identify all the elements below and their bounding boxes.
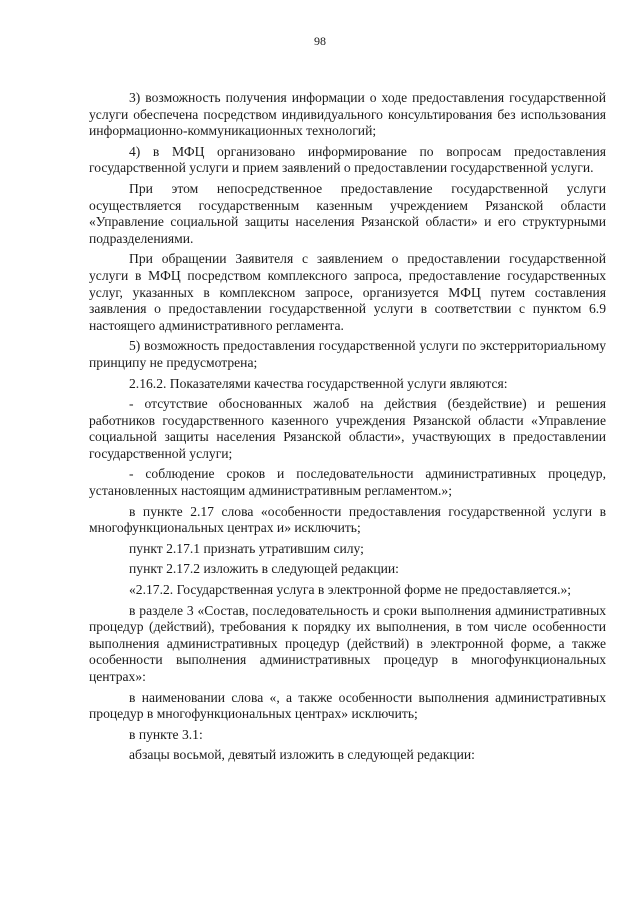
paragraph-text: в пункте 2.17 слова «особенности предоставления государственной услуги в многофункциональных центрах и» исключить; <box>89 503 606 536</box>
paragraph <box>89 396 606 462</box>
paragraph <box>89 376 606 393</box>
paragraph <box>89 181 606 247</box>
document-body <box>89 90 606 768</box>
paragraph-text: 3) возможность получения информации о ходе предоставления государственной услуги обеспечена посредством индивидуального консультирования без использования информационно-коммуникационных технологий; <box>89 90 606 139</box>
paragraph <box>89 466 606 499</box>
paragraph-text: в разделе 3 «Состав, последовательность и сроки выполнения административных процедур (действий), требования к порядку их выполнения, в том числе особенности выполнения административных процедур (действий) в электронной форме, а также особенности выполнения административных процедур в многофункциональных центрах»: <box>89 602 606 684</box>
paragraph <box>89 144 606 177</box>
paragraph-text: 2.16.2. Показателями качества государственной услуги являются: <box>129 375 508 391</box>
paragraph-text: 5) возможность предоставления государственной услуги по экстерриториальному принципу не предусмотрена; <box>89 338 606 370</box>
paragraph <box>89 251 606 334</box>
paragraph <box>89 727 606 744</box>
paragraph <box>89 338 606 371</box>
paragraph-text: в пункте 3.1: <box>129 726 203 742</box>
page-number: 98 <box>314 34 326 48</box>
paragraph-text: пункт 2.17.2 изложить в следующей редакции: <box>129 561 399 577</box>
paragraph <box>89 582 606 599</box>
paragraph <box>89 747 606 764</box>
paragraph <box>89 541 606 558</box>
paragraph-text: - отсутствие обоснованных жалоб на действия (бездействие) и решения работников государственного казенного учреждения Рязанской области «Управление социальной защиты населения Рязанской области», участвующих в предоставлении государственной услуги; <box>89 396 606 461</box>
paragraph-text: абзацы восьмой, девятый изложить в следующей редакции: <box>129 747 475 763</box>
paragraph <box>89 504 606 537</box>
paragraph-text: в наименовании слова «, а также особенности выполнения административных процедур в многофункциональных центрах» исключить; <box>89 689 606 722</box>
paragraph-text: При этом непосредственное предоставление государственной услуги осуществляется государственным казенным учреждением Рязанской области «Управление социальной защиты населения Рязанской области» и его структурными подразделениями. <box>89 180 606 246</box>
paragraph-text: - соблюдение сроков и последовательности административных процедур, установленных настоящим административным регламентом.»; <box>89 466 606 499</box>
paragraph-text: При обращении Заявителя с заявлением о предоставлении государственной услуги в МФЦ посредством комплексного запроса, предоставление государственных услуг, указанных в комплексном запросе, организуется МФЦ путем составления заявления о предоставлении государственной услуги в соответствии с пунктом 6.9 настоящего административного регламента. <box>89 251 606 333</box>
paragraph-text: «2.17.2. Государственная услуга в электронной форме не предоставляется.»; <box>129 582 572 598</box>
paragraph-text: 4) в МФЦ организовано информирование по вопросам предоставления государственной услуги и прием заявлений о предоставлении государственной услуги. <box>89 143 606 176</box>
paragraph-text: пункт 2.17.1 признать утратившим силу; <box>129 540 364 556</box>
paragraph <box>89 603 606 686</box>
paragraph <box>89 561 606 578</box>
paragraph <box>89 690 606 723</box>
paragraph <box>89 90 606 140</box>
